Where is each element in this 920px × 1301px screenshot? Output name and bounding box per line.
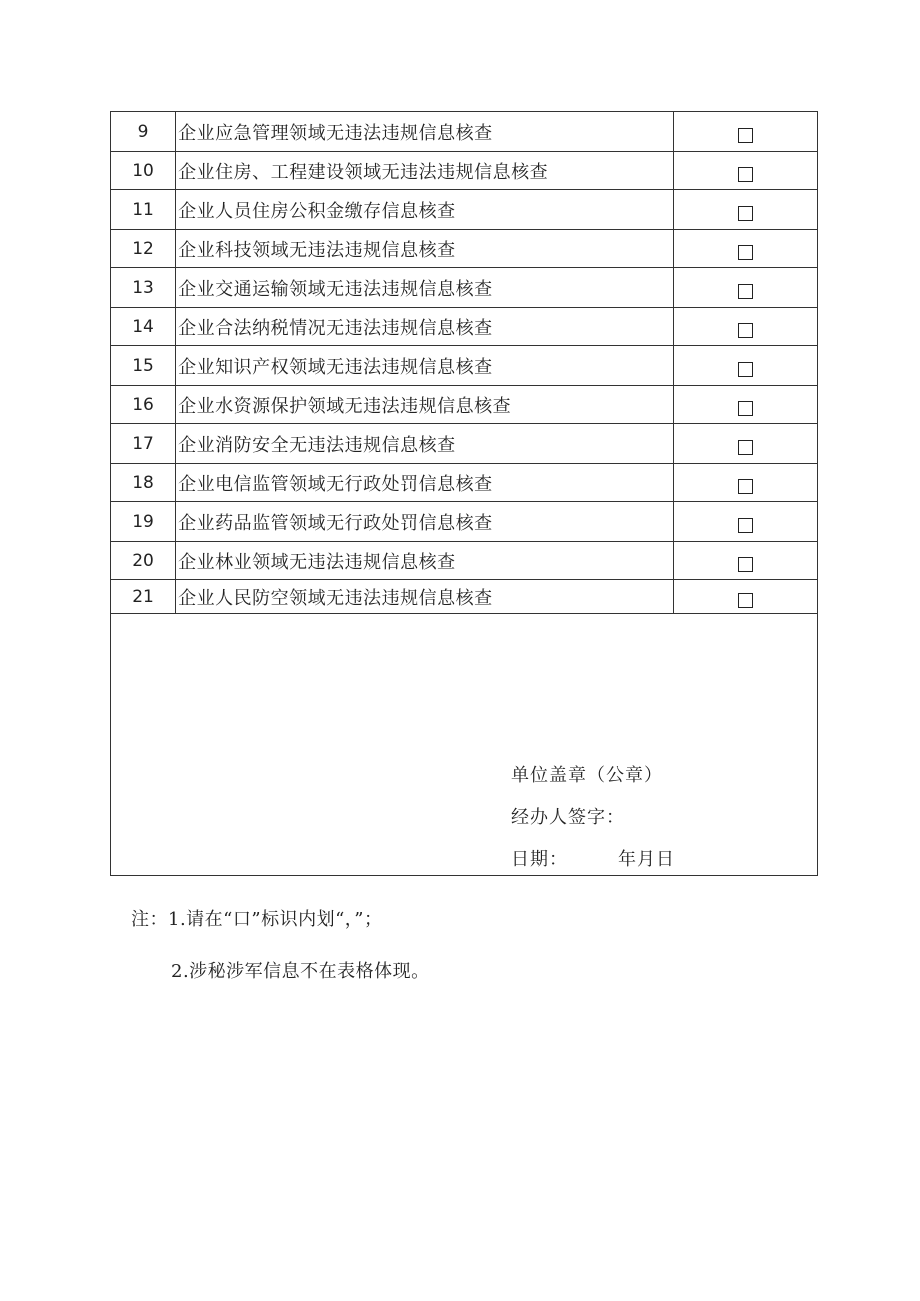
table-row: [111, 580, 818, 614]
row-item-label: 企业应急管理领域无违法违规信息核查: [176, 112, 674, 152]
notes: [131, 905, 430, 983]
row-item-label: 企业人员住房公积金缴存信息核查: [176, 190, 674, 230]
checkbox[interactable]: [738, 323, 753, 338]
row-number: 16: [111, 386, 176, 424]
row-item-label: 企业水资源保护领域无违法违规信息核查: [176, 386, 674, 424]
date-line: [511, 839, 675, 881]
signature-cell: [111, 614, 818, 876]
row-number: 10: [111, 152, 176, 190]
row-check-cell: [673, 386, 817, 424]
row-item-label: 企业交通运输领域无违法违规信息核查: [176, 268, 674, 308]
checkbox[interactable]: [738, 128, 753, 143]
signer-label: 经办人签字：: [511, 807, 625, 828]
row-check-cell: [673, 308, 817, 346]
checklist-rows: [111, 112, 818, 614]
checkbox[interactable]: [738, 401, 753, 416]
table-row: [111, 502, 818, 542]
row-number: 11: [111, 190, 176, 230]
checklist-table: [110, 111, 818, 876]
table-row: [111, 464, 818, 502]
row-check-cell: [673, 502, 817, 542]
signature-row: [111, 614, 818, 876]
row-number: 15: [111, 346, 176, 386]
row-check-cell: [673, 424, 817, 464]
row-check-cell: [673, 268, 817, 308]
row-check-cell: [673, 346, 817, 386]
table-row: [111, 386, 818, 424]
row-number: 12: [111, 230, 176, 268]
checkbox[interactable]: [738, 557, 753, 572]
table-row: [111, 268, 818, 308]
checklist-sheet: [110, 111, 816, 876]
row-number: 14: [111, 308, 176, 346]
row-item-label: 企业人民防空领域无违法违规信息核查: [176, 580, 674, 614]
row-check-cell: [673, 112, 817, 152]
row-item-label: 企业科技领域无违法违规信息核查: [176, 230, 674, 268]
date-label: 日期：: [511, 849, 568, 870]
row-number: 9: [111, 112, 176, 152]
checkbox[interactable]: [738, 479, 753, 494]
table-row: [111, 542, 818, 580]
row-number: 18: [111, 464, 176, 502]
checkbox[interactable]: [738, 593, 753, 608]
checkbox[interactable]: [738, 518, 753, 533]
row-check-cell: [673, 464, 817, 502]
checkbox[interactable]: [738, 362, 753, 377]
row-item-label: 企业消防安全无违法违规信息核查: [176, 424, 674, 464]
row-item-label: 企业合法纳税情况无违法违规信息核查: [176, 308, 674, 346]
row-check-cell: [673, 152, 817, 190]
table-row: [111, 308, 818, 346]
note-2: 2.涉秘涉军信息不在表格体现。: [171, 961, 430, 982]
row-number: 20: [111, 542, 176, 580]
row-item-label: 企业药品监管领域无行政处罚信息核查: [176, 502, 674, 542]
row-item-label: 企业知识产权领域无违法违规信息核查: [176, 346, 674, 386]
row-number: 19: [111, 502, 176, 542]
signature-block: [511, 755, 675, 881]
table-row: [111, 152, 818, 190]
row-check-cell: [673, 190, 817, 230]
row-item-label: 企业林业领域无违法违规信息核查: [176, 542, 674, 580]
row-check-cell: [673, 580, 817, 614]
table-row: [111, 190, 818, 230]
checkbox[interactable]: [738, 284, 753, 299]
checkbox[interactable]: [738, 440, 753, 455]
checkbox[interactable]: [738, 245, 753, 260]
seal-label: 单位盖章（公章）: [511, 765, 663, 786]
row-check-cell: [673, 542, 817, 580]
row-item-label: 企业住房、工程建设领域无违法违规信息核查: [176, 152, 674, 190]
date-units: 年月日: [618, 849, 675, 870]
table-row: [111, 424, 818, 464]
row-number: 21: [111, 580, 176, 614]
row-check-cell: [673, 230, 817, 268]
row-number: 13: [111, 268, 176, 308]
table-row: [111, 230, 818, 268]
checkbox[interactable]: [738, 206, 753, 221]
table-row: [111, 112, 818, 152]
row-item-label: 企业电信监管领域无行政处罚信息核查: [176, 464, 674, 502]
note-1: 注：1.请在“口”标识内划“，”；: [131, 909, 383, 930]
table-row: [111, 346, 818, 386]
row-number: 17: [111, 424, 176, 464]
checkbox[interactable]: [738, 167, 753, 182]
